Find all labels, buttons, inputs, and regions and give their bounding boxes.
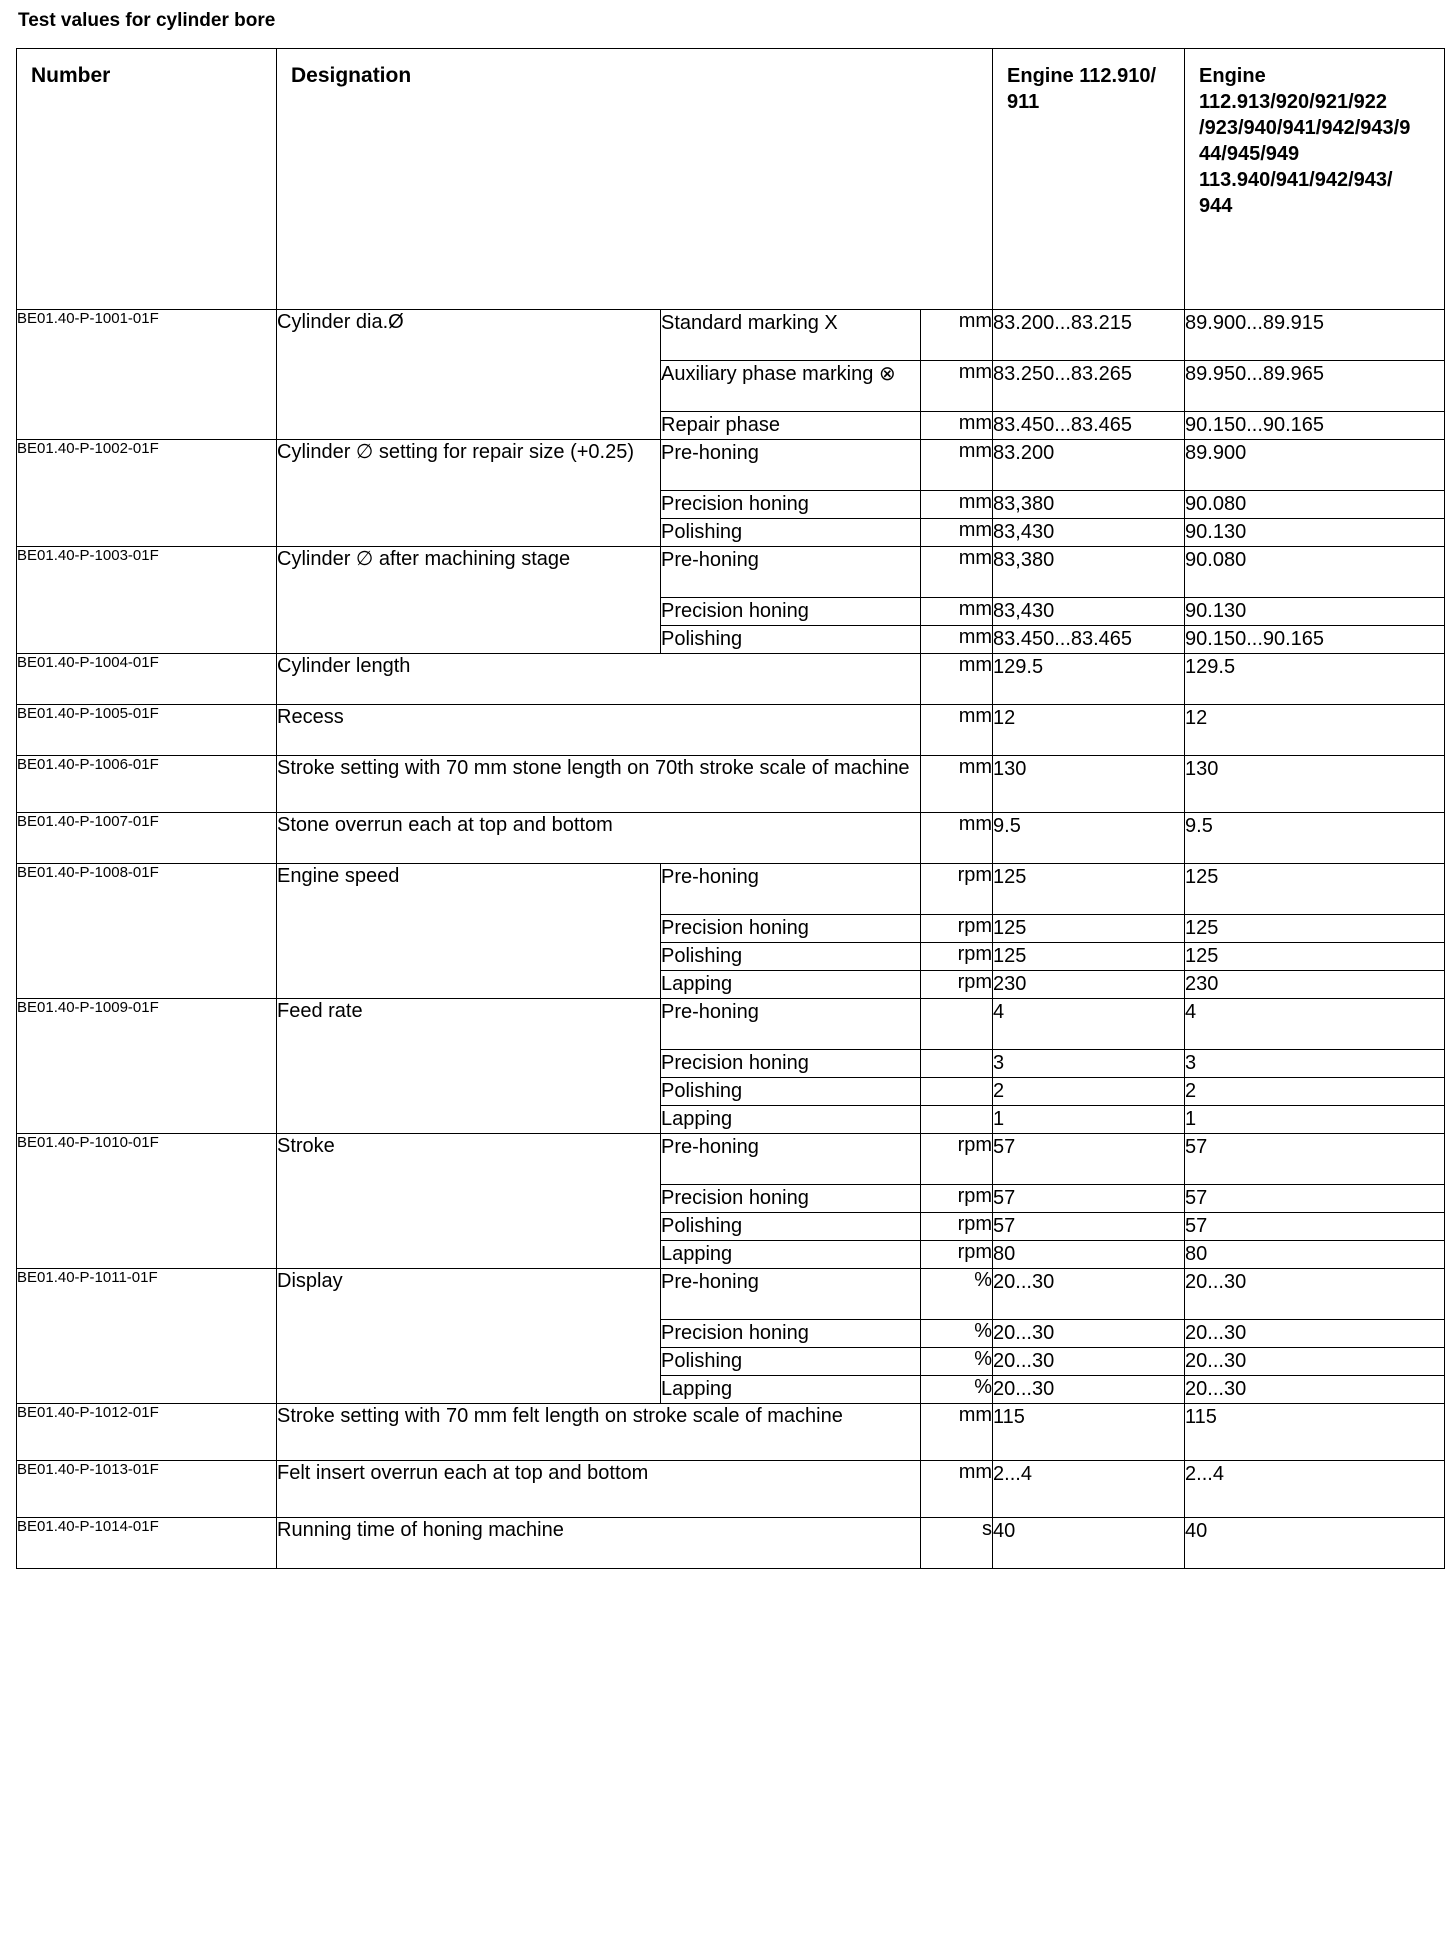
value-engine-1: 57 xyxy=(993,1134,1185,1185)
value-engine-2: 125 xyxy=(1185,915,1445,943)
sub-designation: Lapping xyxy=(661,971,921,999)
value-engine-1: 1 xyxy=(993,1106,1185,1134)
unit-cell: rpm xyxy=(921,1213,993,1241)
test-values-table xyxy=(16,48,1445,1569)
unit-cell: % xyxy=(921,1348,993,1376)
unit-cell xyxy=(921,1106,993,1134)
table-row xyxy=(17,654,1445,705)
value-engine-1: 57 xyxy=(993,1185,1185,1213)
value-engine-2: 90.080 xyxy=(1185,491,1445,519)
value-engine-2: 90.150...90.165 xyxy=(1185,412,1445,440)
table-row xyxy=(17,547,1445,598)
table-row xyxy=(17,705,1445,756)
unit-cell: mm xyxy=(921,310,993,361)
value-engine-1: 83,380 xyxy=(993,491,1185,519)
row-number: BE01.40-P-1003-01F xyxy=(17,547,277,654)
value-engine-2: 115 xyxy=(1185,1404,1445,1461)
value-engine-1: 20...30 xyxy=(993,1348,1185,1376)
value-engine-1: 57 xyxy=(993,1213,1185,1241)
row-designation: Stroke xyxy=(277,1134,661,1269)
table-row xyxy=(17,999,1445,1050)
value-engine-1: 83,380 xyxy=(993,547,1185,598)
unit-cell: rpm xyxy=(921,1134,993,1185)
value-engine-2: 129.5 xyxy=(1185,654,1445,705)
value-engine-2: 20...30 xyxy=(1185,1376,1445,1404)
table-row xyxy=(17,813,1445,864)
unit-cell: rpm xyxy=(921,1185,993,1213)
row-designation: Stroke setting with 70 mm felt length on stroke scale of machine xyxy=(277,1404,921,1461)
value-engine-1: 125 xyxy=(993,915,1185,943)
row-number: BE01.40-P-1011-01F xyxy=(17,1269,277,1404)
value-engine-1: 20...30 xyxy=(993,1376,1185,1404)
sub-designation: Lapping xyxy=(661,1241,921,1269)
value-engine-2: 12 xyxy=(1185,705,1445,756)
unit-cell: rpm xyxy=(921,971,993,999)
value-engine-1: 125 xyxy=(993,943,1185,971)
value-engine-2: 90.130 xyxy=(1185,598,1445,626)
unit-cell: mm xyxy=(921,598,993,626)
value-engine-1: 2...4 xyxy=(993,1461,1185,1518)
table-row xyxy=(17,1404,1445,1461)
value-engine-2: 130 xyxy=(1185,756,1445,813)
sub-designation: Polishing xyxy=(661,943,921,971)
value-engine-1: 83,430 xyxy=(993,598,1185,626)
sub-designation: Pre-honing xyxy=(661,999,921,1050)
value-engine-2: 80 xyxy=(1185,1241,1445,1269)
header-engine-1: Engine 112.910/ 911 xyxy=(993,49,1185,310)
header-number: Number xyxy=(17,49,277,310)
sub-designation: Precision honing xyxy=(661,491,921,519)
unit-cell: mm xyxy=(921,440,993,491)
unit-cell: mm xyxy=(921,813,993,864)
sub-designation: Pre-honing xyxy=(661,864,921,915)
table-body xyxy=(17,310,1445,1569)
row-designation: Recess xyxy=(277,705,921,756)
row-designation: Felt insert overrun each at top and bottom xyxy=(277,1461,921,1518)
value-engine-1: 80 xyxy=(993,1241,1185,1269)
sub-designation: Pre-honing xyxy=(661,1134,921,1185)
table-row xyxy=(17,310,1445,361)
sub-designation: Precision honing xyxy=(661,1320,921,1348)
table-row xyxy=(17,756,1445,813)
sub-designation: Pre-honing xyxy=(661,440,921,491)
row-number: BE01.40-P-1014-01F xyxy=(17,1518,277,1569)
row-designation: Feed rate xyxy=(277,999,661,1134)
sub-designation: Polishing xyxy=(661,519,921,547)
row-designation: Cylinder ∅ after machining stage xyxy=(277,547,661,654)
unit-cell: mm xyxy=(921,1461,993,1518)
row-number: BE01.40-P-1013-01F xyxy=(17,1461,277,1518)
unit-cell: mm xyxy=(921,519,993,547)
value-engine-2: 9.5 xyxy=(1185,813,1445,864)
sub-designation: Precision honing xyxy=(661,915,921,943)
unit-cell: rpm xyxy=(921,864,993,915)
value-engine-1: 125 xyxy=(993,864,1185,915)
value-engine-1: 20...30 xyxy=(993,1320,1185,1348)
row-designation: Running time of honing machine xyxy=(277,1518,921,1569)
value-engine-2: 89.900...89.915 xyxy=(1185,310,1445,361)
sub-designation: Precision honing xyxy=(661,1185,921,1213)
sub-designation: Repair phase xyxy=(661,412,921,440)
sub-designation: Pre-honing xyxy=(661,547,921,598)
table-row xyxy=(17,1134,1445,1185)
sub-designation: Precision honing xyxy=(661,1050,921,1078)
unit-cell: s xyxy=(921,1518,993,1569)
value-engine-1: 230 xyxy=(993,971,1185,999)
value-engine-2: 2 xyxy=(1185,1078,1445,1106)
row-number: BE01.40-P-1012-01F xyxy=(17,1404,277,1461)
value-engine-1: 20...30 xyxy=(993,1269,1185,1320)
sub-designation: Lapping xyxy=(661,1106,921,1134)
row-number: BE01.40-P-1009-01F xyxy=(17,999,277,1134)
table-row xyxy=(17,440,1445,491)
value-engine-1: 83.250...83.265 xyxy=(993,361,1185,412)
value-engine-1: 83.450...83.465 xyxy=(993,412,1185,440)
value-engine-1: 12 xyxy=(993,705,1185,756)
unit-cell xyxy=(921,1078,993,1106)
sub-designation: Polishing xyxy=(661,626,921,654)
row-designation: Cylinder dia.Ø xyxy=(277,310,661,440)
value-engine-1: 130 xyxy=(993,756,1185,813)
value-engine-2: 20...30 xyxy=(1185,1348,1445,1376)
sub-designation: Precision honing xyxy=(661,598,921,626)
value-engine-1: 83.200...83.215 xyxy=(993,310,1185,361)
unit-cell: rpm xyxy=(921,915,993,943)
row-number: BE01.40-P-1007-01F xyxy=(17,813,277,864)
value-engine-2: 125 xyxy=(1185,864,1445,915)
value-engine-1: 83,430 xyxy=(993,519,1185,547)
row-designation: Stroke setting with 70 mm stone length on 70th stroke scale of machine xyxy=(277,756,921,813)
table-row xyxy=(17,864,1445,915)
row-designation: Display xyxy=(277,1269,661,1404)
value-engine-2: 1 xyxy=(1185,1106,1445,1134)
sub-designation: Polishing xyxy=(661,1213,921,1241)
table-row xyxy=(17,1269,1445,1320)
table-header-row xyxy=(17,49,1445,310)
row-number: BE01.40-P-1010-01F xyxy=(17,1134,277,1269)
unit-cell: rpm xyxy=(921,1241,993,1269)
value-engine-2: 90.080 xyxy=(1185,547,1445,598)
value-engine-2: 125 xyxy=(1185,943,1445,971)
row-number: BE01.40-P-1004-01F xyxy=(17,654,277,705)
value-engine-2: 57 xyxy=(1185,1134,1445,1185)
page-title: Test values for cylinder bore xyxy=(18,10,276,31)
value-engine-2: 20...30 xyxy=(1185,1269,1445,1320)
value-engine-2: 90.150...90.165 xyxy=(1185,626,1445,654)
table-row xyxy=(17,1461,1445,1518)
unit-cell: mm xyxy=(921,626,993,654)
value-engine-1: 9.5 xyxy=(993,813,1185,864)
value-engine-1: 2 xyxy=(993,1078,1185,1106)
value-engine-1: 129.5 xyxy=(993,654,1185,705)
value-engine-2: 230 xyxy=(1185,971,1445,999)
unit-cell: % xyxy=(921,1376,993,1404)
unit-cell: mm xyxy=(921,491,993,519)
table-row xyxy=(17,1518,1445,1569)
value-engine-1: 83.200 xyxy=(993,440,1185,491)
row-number: BE01.40-P-1001-01F xyxy=(17,310,277,440)
value-engine-1: 83.450...83.465 xyxy=(993,626,1185,654)
sub-designation: Auxiliary phase marking ⊗ xyxy=(661,361,921,412)
sub-designation: Polishing xyxy=(661,1348,921,1376)
value-engine-2: 3 xyxy=(1185,1050,1445,1078)
value-engine-1: 115 xyxy=(993,1404,1185,1461)
row-number: BE01.40-P-1006-01F xyxy=(17,756,277,813)
value-engine-2: 57 xyxy=(1185,1213,1445,1241)
value-engine-2: 89.900 xyxy=(1185,440,1445,491)
unit-cell: mm xyxy=(921,1404,993,1461)
value-engine-2: 57 xyxy=(1185,1185,1445,1213)
row-designation: Cylinder length xyxy=(277,654,921,705)
unit-cell: mm xyxy=(921,547,993,598)
value-engine-2: 2...4 xyxy=(1185,1461,1445,1518)
unit-cell: % xyxy=(921,1320,993,1348)
unit-cell: mm xyxy=(921,361,993,412)
unit-cell: mm xyxy=(921,705,993,756)
value-engine-1: 40 xyxy=(993,1518,1185,1569)
row-designation: Engine speed xyxy=(277,864,661,999)
row-designation: Stone overrun each at top and bottom xyxy=(277,813,921,864)
unit-cell: mm xyxy=(921,654,993,705)
sub-designation: Pre-honing xyxy=(661,1269,921,1320)
unit-cell: mm xyxy=(921,756,993,813)
sub-designation: Lapping xyxy=(661,1376,921,1404)
header-engine-2: Engine 112.913/920/921/922 /923/940/941/942/943/9 44/945/949 113.940/941/942/943/ 944 xyxy=(1185,49,1445,310)
value-engine-2: 90.130 xyxy=(1185,519,1445,547)
value-engine-1: 4 xyxy=(993,999,1185,1050)
unit-cell xyxy=(921,1050,993,1078)
unit-cell: % xyxy=(921,1269,993,1320)
sub-designation: Standard marking X xyxy=(661,310,921,361)
unit-cell: rpm xyxy=(921,943,993,971)
header-designation: Designation xyxy=(277,49,993,310)
row-number: BE01.40-P-1005-01F xyxy=(17,705,277,756)
value-engine-2: 20...30 xyxy=(1185,1320,1445,1348)
value-engine-2: 89.950...89.965 xyxy=(1185,361,1445,412)
unit-cell: mm xyxy=(921,412,993,440)
value-engine-1: 3 xyxy=(993,1050,1185,1078)
unit-cell xyxy=(921,999,993,1050)
row-number: BE01.40-P-1002-01F xyxy=(17,440,277,547)
value-engine-2: 40 xyxy=(1185,1518,1445,1569)
value-engine-2: 4 xyxy=(1185,999,1445,1050)
row-number: BE01.40-P-1008-01F xyxy=(17,864,277,999)
row-designation: Cylinder ∅ setting for repair size (+0.25) xyxy=(277,440,661,547)
sub-designation: Polishing xyxy=(661,1078,921,1106)
